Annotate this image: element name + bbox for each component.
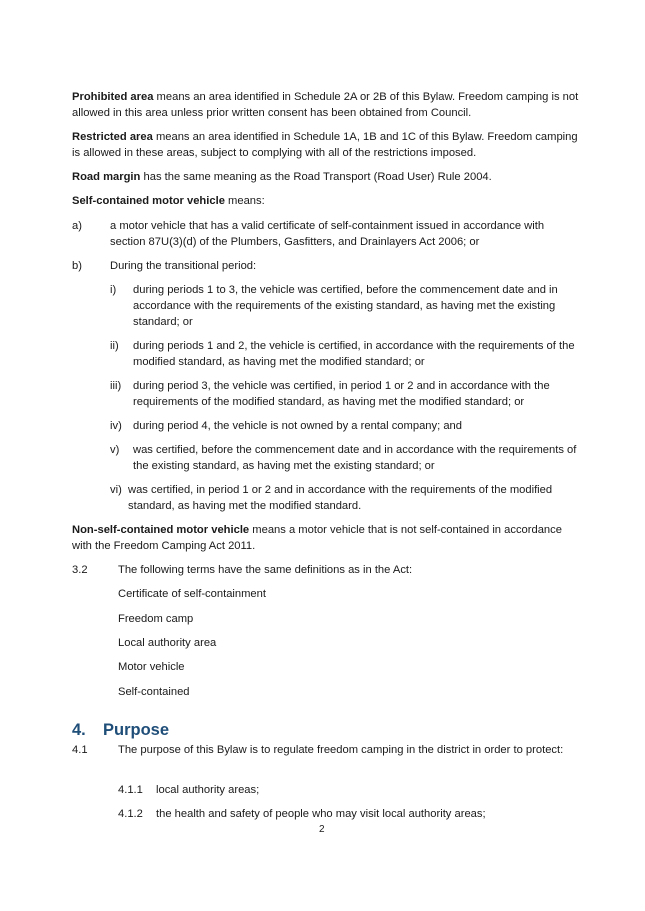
term-restricted-area: Restricted area — [72, 131, 153, 143]
subclause-number: 4.1.2 — [118, 808, 143, 820]
section-heading: Purpose — [103, 721, 170, 739]
definition-non-self-contained-motor-vehicle — [72, 522, 582, 554]
subclause-text: the health and safety of people who may visit local authority areas; — [156, 808, 486, 820]
sublist-item: during periods 1 to 3, the vehicle was certified, before the commencement date and in accordance with the requirements of the existing standard, as having met the existing standard; or — [133, 284, 558, 328]
act-term: Certificate of self-containment — [118, 588, 266, 600]
list-label: b) — [72, 260, 82, 272]
definition-text: means an area identified in Schedule 1A, 1B and 1C of this Bylaw. Freedom camping is allowed in these areas, subject to complying with all of the restrictions imposed. — [72, 131, 578, 159]
definition-road-margin — [72, 169, 582, 185]
term-road-margin: Road margin — [72, 171, 141, 183]
sublist-label: ii) — [110, 340, 119, 352]
clause-number: 3.2 — [72, 564, 88, 576]
definition-text: has the same meaning as the Road Transport (Road User) Rule 2004. — [140, 171, 492, 183]
sublist-label: i) — [110, 284, 117, 296]
definition-text: means: — [224, 195, 265, 207]
clause-text: The purpose of this Bylaw is to regulate freedom camping in the district in order to protect: — [118, 744, 564, 756]
section-number: 4. — [72, 721, 86, 739]
sublist-item: was certified, in period 1 or 2 and in accordance with the requirements of the modified standard, as having met the modified standard. — [128, 484, 553, 512]
definition-text: means an area identified in Schedule 2A or 2B of this Bylaw. Freedom camping is not allowed in this area unless prior written consent has been obtained from Council. — [72, 91, 579, 119]
sublist-label: v) — [110, 444, 120, 456]
term-self-contained-motor-vehicle: Self-contained motor vehicle — [72, 195, 225, 207]
page-number: 2 — [319, 824, 325, 835]
subclause-text: local authority areas; — [156, 784, 260, 796]
sublist-item: was certified, before the commencement date and in accordance with the requirements of the existing standard, as having met the existing standard; or — [133, 444, 577, 472]
sublist-item: during periods 1 and 2, the vehicle is certified, in accordance with the requirements of the modified standard, as having met the modified standard; or — [133, 340, 575, 368]
clause-text: The following terms have the same definitions as in the Act: — [118, 564, 413, 576]
list-item: a motor vehicle that has a valid certificate of self-containment issued in accordance with section 87U(3)(d) of the Plumbers, Gasfitters, and Drainlayers Act 2006; or — [110, 220, 545, 248]
definition-prohibited-area — [72, 89, 582, 121]
list-item: During the transitional period: — [110, 260, 257, 272]
term-non-self-contained-motor-vehicle: Non-self-contained motor vehicle — [72, 524, 250, 536]
sublist-label: vi) — [110, 484, 122, 496]
definition-restricted-area — [72, 129, 582, 161]
act-term: Self-contained — [118, 686, 190, 698]
sublist-label: iii) — [110, 380, 122, 392]
subclause-number: 4.1.1 — [118, 784, 143, 796]
clause-number: 4.1 — [72, 744, 88, 756]
sublist-item: during period 3, the vehicle was certified, in period 1 or 2 and in accordance with the requirements of the modified standard, as having met the modified standard; or — [133, 380, 550, 408]
act-term: Motor vehicle — [118, 661, 185, 673]
sublist-item: during period 4, the vehicle is not owned by a rental company; and — [133, 420, 462, 432]
definition-self-contained-motor-vehicle — [72, 193, 582, 209]
definition-text: means a motor vehicle that is not self-contained in accordance with the Freedom Camping Act 2011. — [72, 524, 562, 552]
act-term: Local authority area — [118, 637, 217, 649]
sublist-label: iv) — [110, 420, 122, 432]
term-prohibited-area: Prohibited area — [72, 91, 154, 103]
act-term: Freedom camp — [118, 613, 194, 625]
list-label: a) — [72, 220, 82, 232]
